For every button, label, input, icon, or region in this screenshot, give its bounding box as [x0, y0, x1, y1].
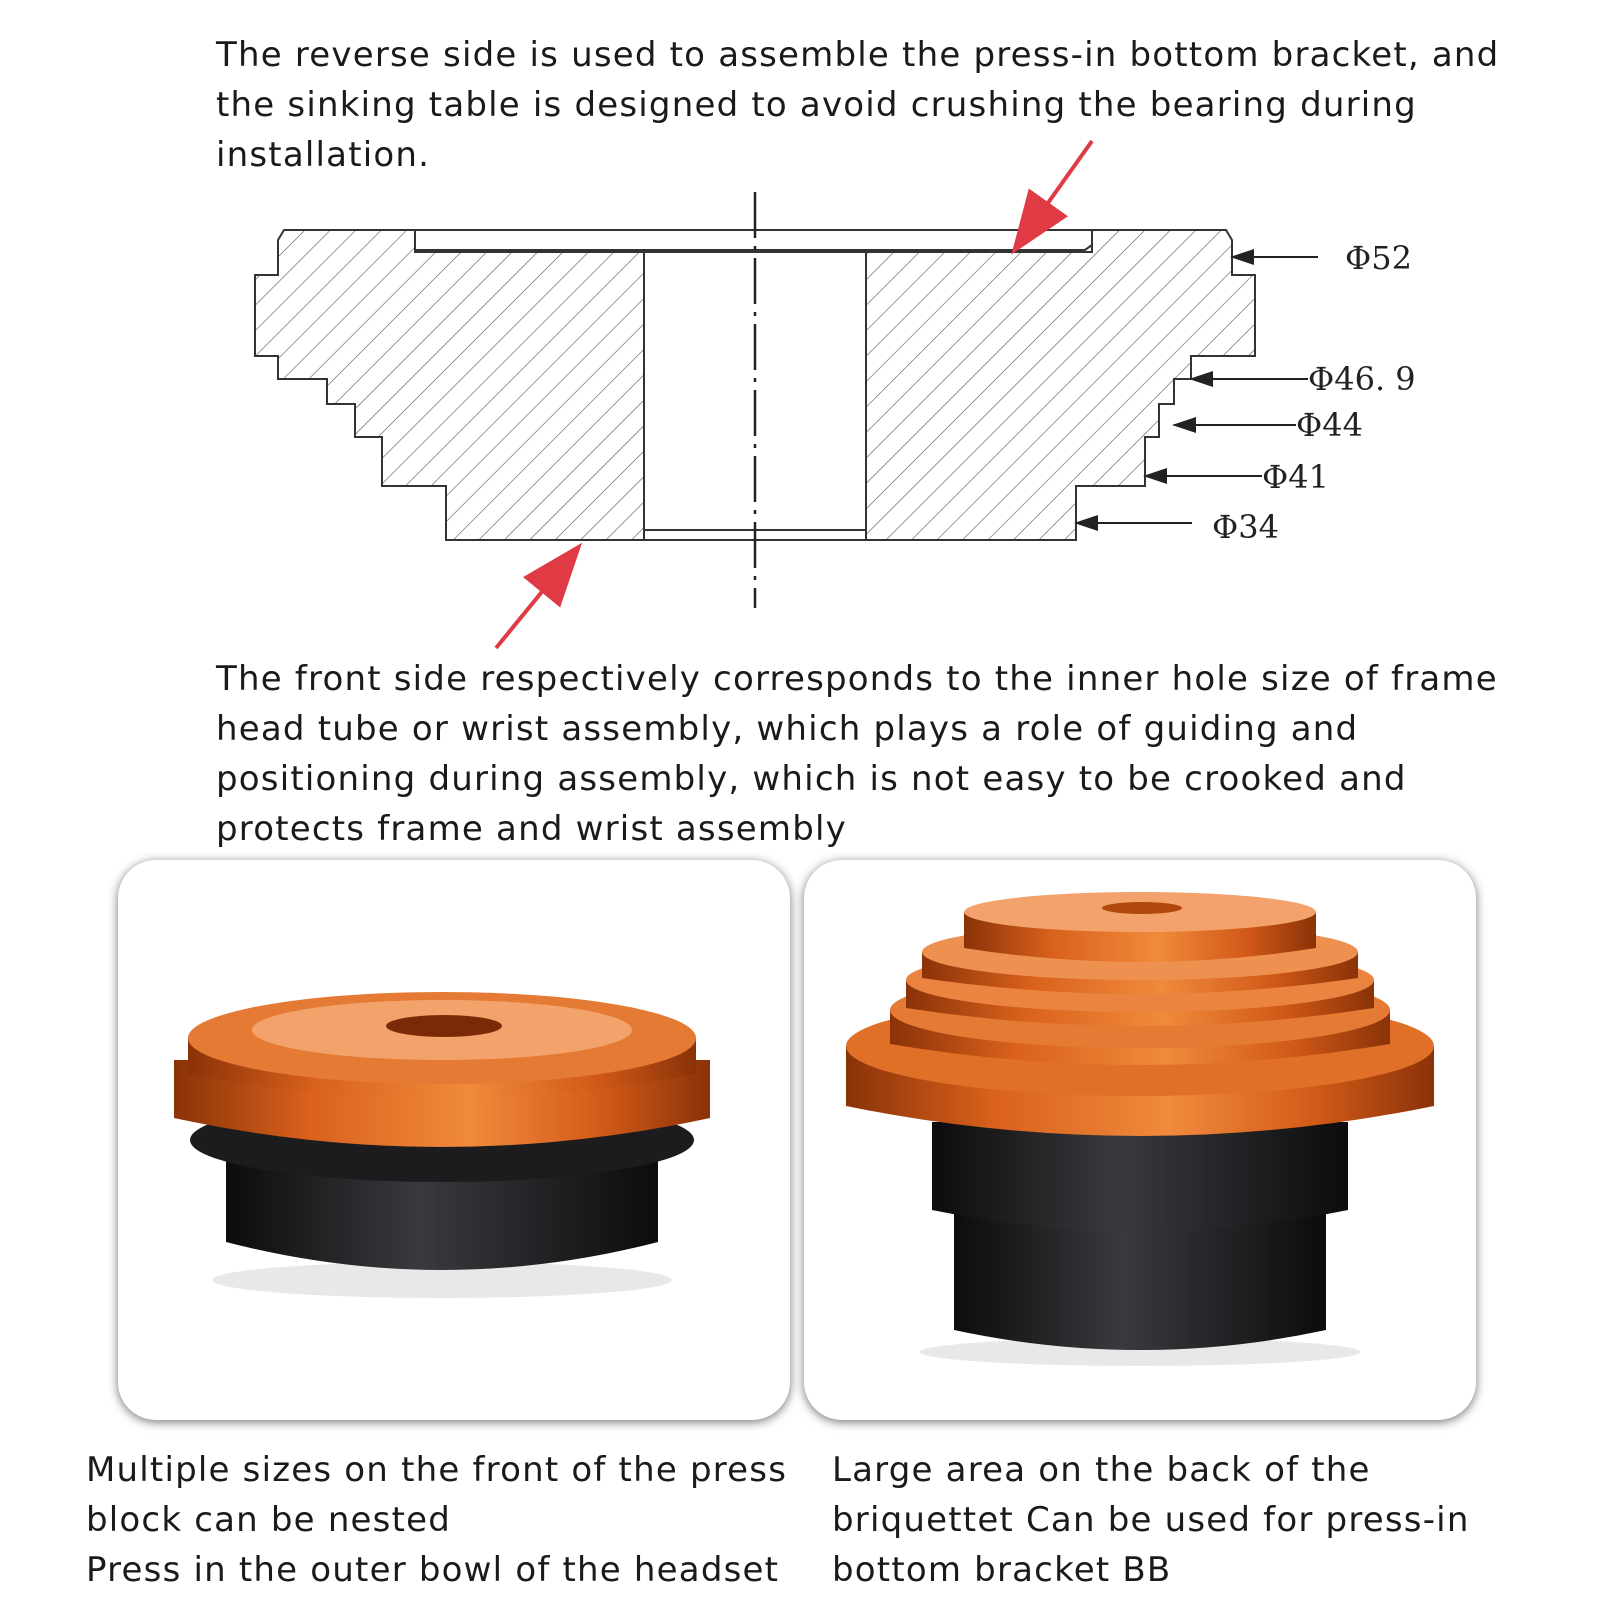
top-description: The reverse side is used to assemble the press-in bottom bracket, and the sinking table is designed to avoid crushing the bearing during installation.: [216, 35, 1500, 175]
dim-label-d44: Φ44: [1296, 406, 1363, 444]
center-hole: [386, 1015, 502, 1037]
press-block-back-illustration: [804, 860, 1476, 1420]
photo-front-side: [118, 860, 790, 1420]
sinking-table-recess: [415, 230, 1092, 250]
caption-back-side: Large area on the back of the briquettet Can be used for press-in bottom bracket BB: [832, 1450, 1470, 1590]
caption-front-side: Multiple sizes on the front of the press block can be nested Press in the outer bowl of the headset: [86, 1450, 788, 1590]
dim-label-d46-9: Φ46. 9: [1308, 360, 1416, 398]
dim-label-d41: Φ41: [1262, 458, 1329, 496]
photo-back-side: [804, 860, 1476, 1420]
section-left-half: [255, 230, 644, 540]
dim-label-d52: Φ52: [1345, 239, 1412, 277]
section-right-half: [866, 230, 1255, 540]
dim-label-d34: Φ34: [1212, 508, 1279, 546]
cross-section-drawing: [0, 0, 1601, 660]
press-block-front-illustration: [118, 860, 790, 1420]
red-arrow-front-side: [496, 549, 577, 648]
front-description: The front side respectively corresponds to the inner hole size of frame head tube or wrist assembly, which plays a role of guiding and positioning during assembly, which is not easy to be crooked and protects frame and wrist assembly: [216, 659, 1498, 849]
center-hole-back: [1102, 902, 1182, 914]
